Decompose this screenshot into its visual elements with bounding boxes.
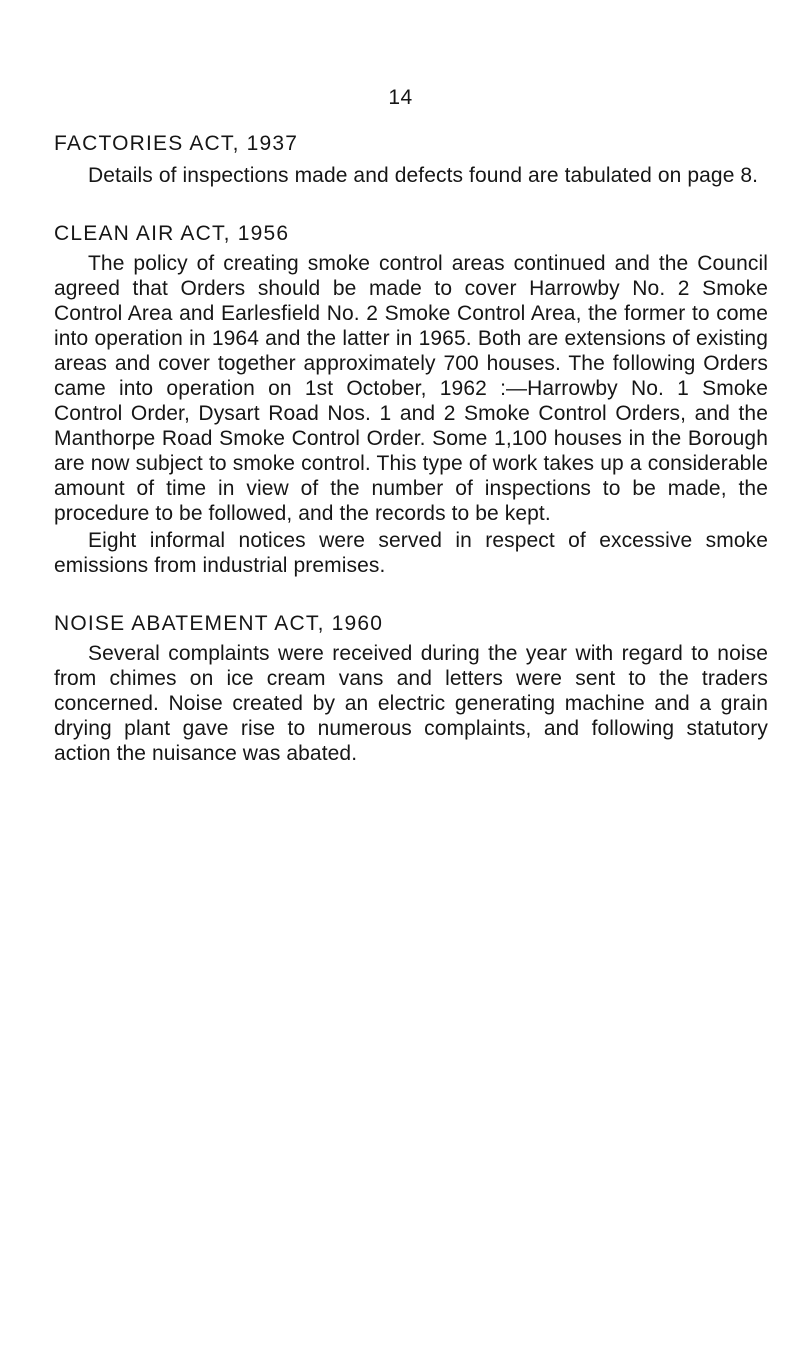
- section-heading: FACTORIES ACT, 1937: [54, 132, 299, 155]
- section-paragraph: The policy of creating smoke control areas continued and the Council agreed that Orders should be made to cover Harrowby No. 2 Smoke Control Area and Earlesfield No. 2 Smoke Control Area, the former to come into operation in 1964 and the latter in 1965. Both are extensions of existing areas and cover together approximately 700 houses. The following Orders came into operation on 1st October, 1962 :—Harrowby No. 1 Smoke Control Order, Dysart Road Nos. 1 and 2 Smoke Control Orders, and the Manthorpe Road Smoke Control Order. Some 1,100 houses in the Borough are now subject to smoke control. This type of work takes up a considerable amount of time in view of the number of inspections to be made, the procedure to be followed, and the records to be kept.: [54, 252, 768, 525]
- section-clean-air-act: [54, 221, 768, 578]
- section-heading: CLEAN AIR ACT, 1956: [54, 222, 290, 245]
- section-heading: NOISE ABATEMENT ACT, 1960: [54, 612, 384, 635]
- section-noise-abatement-act: [54, 611, 768, 766]
- document-body: [54, 131, 768, 766]
- section-paragraph: Eight informal notices were served in respect of excessive smoke emissions from industrial premises.: [54, 529, 768, 577]
- section-paragraph: Several complaints were received during the year with regard to noise from chimes on ice cream vans and letters were sent to the traders concerned. Noise created by an electric generating machine and a grain drying plant gave rise to numerous complaints, and following statutory action the nuisance was abated.: [54, 642, 768, 765]
- page-number: 14: [388, 86, 413, 109]
- section-paragraph: Details of inspections made and defects found are tabulated on page 8.: [88, 164, 759, 187]
- section-factories-act: [54, 131, 768, 188]
